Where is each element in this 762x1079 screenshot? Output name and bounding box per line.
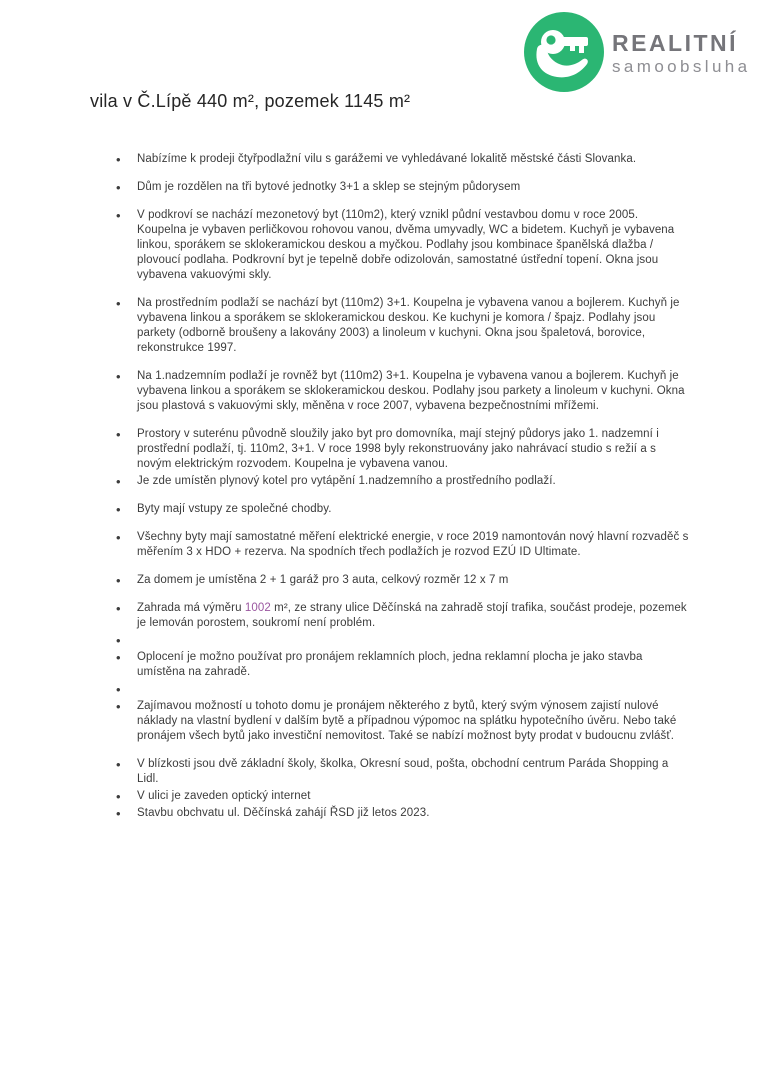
list-item bbox=[137, 601, 689, 631]
page-title: vila v Č.Lípě 440 m², pozemek 1145 m² bbox=[90, 91, 411, 111]
list-item: • Nabízíme k prodeji čtyřpodlažní vilu s garážemi ve vyhledávané lokalitě městské části Slovanka. bbox=[137, 152, 689, 167]
list-item: • Je zde umístěn plynový kotel pro vytápění 1.nadzemního a prostředního podlaží. bbox=[137, 474, 689, 489]
list-item: • Na 1.nadzemním podlaží je rovněž byt (110m2) 3+1. Koupelna je vybavena vanou a bojlerem. Kuchyň je vybavena linkou a sporákem se sklokeramickou deskou. Podlahy jsou parkety a linoleum v kuchyni. Okna jsou plastová s vakuovými skly, měněna v roce 2007, vybavena bezpečnostními mřížemi. bbox=[137, 369, 689, 414]
highlighted-garden-area-value: 1002 bbox=[244, 602, 271, 614]
bullet-list bbox=[137, 152, 689, 821]
list-item: • V ulici je zaveden optický internet bbox=[137, 789, 689, 804]
list-item bbox=[137, 633, 689, 648]
list-item: • Zajímavou možností u tohoto domu je pronájem některého z bytů, který svým výnosem zajistí nulové náklady na vlastní bydlení v dalším bytě a případnou výpomoc na splátku hypotečního úvěru. Nebo také pronájem všech bytů jako investiční nemovitost. Také se nabízí možnost byty prodat v budoucnu zvlášť. bbox=[137, 699, 689, 744]
list-item: • Oplocení je možno používat pro pronájem reklamních ploch, jedna reklamní plocha je jako stavba umístěna na zahradě. bbox=[137, 650, 689, 680]
logo-brand-subtitle: samoobsluha bbox=[612, 57, 751, 76]
key-in-hand-icon bbox=[524, 12, 604, 92]
logo-text bbox=[612, 31, 751, 76]
list-item: • Prostory v suterénu původně sloužily jako byt pro domovníka, mají stejný půdorys jako 1. nadzemní i prostřední podlaží, tj. 110m2, 3+1. V roce 1998 byly rekonstruovány jako nahrávací studio s režií a s novým elektrickým rozvodem. Koupelna je vybavena vanou. bbox=[137, 427, 689, 472]
list-item bbox=[137, 682, 689, 697]
list-item: • Byty mají vstupy ze společné chodby. bbox=[137, 502, 689, 517]
list-item: • Všechny byty mají samostatné měření elektrické energie, v roce 2019 namontován nový hlavní rozvaděč s měřením 3 x HDO + rezerva. Na spodních třech podlažích je rozvod EZÚ ID Ultimate. bbox=[137, 530, 689, 560]
list-item: • Za domem je umístěna 2 + 1 garáž pro 3 auta, celkový rozměr 12 x 7 m bbox=[137, 573, 689, 588]
list-item-text: m², ze strany ulice Děčínská na zahradě stojí trafika, součást prodeje, pozemek je lemován porostem, soukromí není problém. bbox=[137, 602, 687, 629]
logo-brand-name: REALITNÍ bbox=[612, 30, 739, 56]
logo bbox=[524, 12, 751, 92]
list-item: • V podkroví se nachází mezonetový byt (110m2), který vznikl půdní vestavbou domu v roce 2005. Koupelna je vybaven perličkovou rohovou vanou, dvěma umyvadly, WC a bidetem. Kuchyň je vybavena linkou, sporákem se sklokeramickou deskou a myčkou. Podlahy jsou kombinace španělská dlažba / plovoucí podlaha. Podkrovní byt je tepelně dobře odizolován, samostatné ústřední topení. Okna jsou vybavena vakuovými skly. bbox=[137, 208, 689, 283]
list-item: • Dům je rozdělen na tři bytové jednotky 3+1 a sklep se stejným půdorysem bbox=[137, 180, 689, 195]
list-item-text: Zahrada má výměru bbox=[137, 602, 245, 614]
list-item: • Na prostředním podlaží se nachází byt (110m2) 3+1. Koupelna je vybavena vanou a bojlerem. Kuchyň je vybavena linkou a sporákem se sklokeramickou deskou. Ke kuchyni je komora / špajz. Podlahy jsou parkety (odborně broušeny a lakovány 2003) a linoleum v kuchyni. Okna jsou špaletová, borovice, rekonstrukce 1997. bbox=[137, 296, 689, 356]
list-item: • V blízkosti jsou dvě základní školy, školka, Okresní soud, pošta, obchodní centrum Paráda Shopping a Lidl. bbox=[137, 757, 689, 787]
list-item: • Stavbu obchvatu ul. Děčínská zahájí ŘSD již letos 2023. bbox=[137, 806, 689, 821]
